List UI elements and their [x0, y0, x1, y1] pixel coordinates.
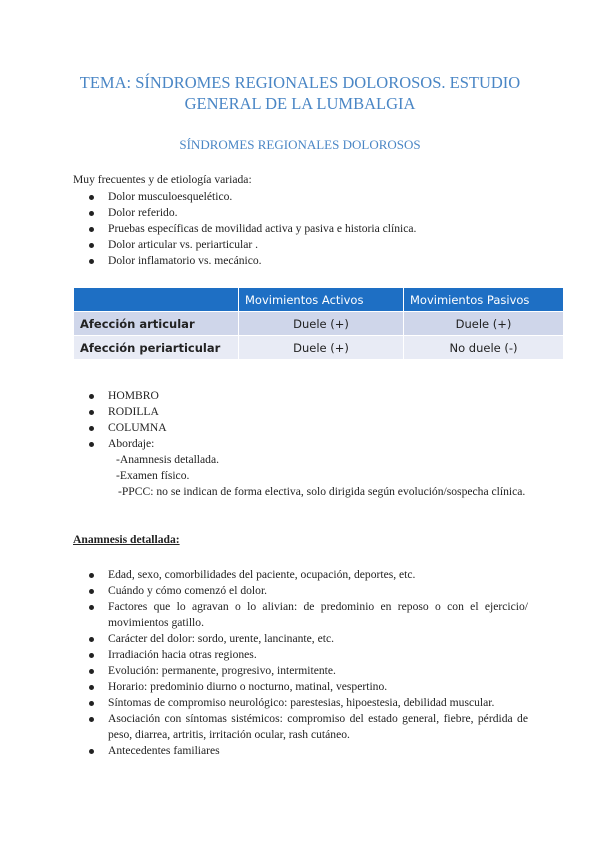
list-item: Antecedentes familiares	[73, 743, 528, 759]
list-item	[73, 436, 528, 500]
table-row	[74, 336, 564, 360]
list-item: HOMBRO	[73, 388, 528, 404]
table-header: Movimientos Pasivos	[404, 288, 564, 312]
list-item: Asociación con síntomas sistémicos: compromiso del estado general, fiebre, pérdida de peso, diarrea, artritis, irritación ocular, rash cutáneo.	[73, 711, 528, 743]
list-item: RODILLA	[73, 404, 528, 420]
list-item: Síntomas de compromiso neurológico: parestesias, hipoestesia, debilidad muscular.	[73, 695, 528, 711]
anamnesis-heading: Anamnesis detallada:	[73, 533, 180, 546]
table-cell: Duele (+)	[404, 312, 564, 336]
list-item: Carácter del dolor: sordo, urente, lancinante, etc.	[73, 631, 528, 647]
list-item: Dolor referido.	[73, 205, 528, 221]
list-item: Horario: predominio diurno o nocturno, matinal, vespertino.	[73, 679, 528, 695]
table-row	[74, 312, 564, 336]
list-item: Pruebas específicas de movilidad activa y pasiva e historia clínica.	[73, 221, 528, 237]
list-item: Edad, sexo, comorbilidades del paciente, ocupación, deportes, etc.	[73, 567, 528, 583]
abordaje-item: -PPCC: no se indican de forma electiva, solo dirigida según evolución/sospecha clínica.	[118, 485, 526, 498]
document-title: TEMA: SÍNDROMES REGIONALES DOLOROSOS. ESTUDIO GENERAL DE LA LUMBALGIA	[79, 73, 521, 113]
list-item: COLUMNA	[73, 420, 528, 436]
table-header: Movimientos Activos	[239, 288, 404, 312]
abordaje-label: Abordaje:	[108, 437, 155, 450]
list-item: Dolor inflamatorio vs. mecánico.	[73, 253, 528, 269]
table-cell: No duele (-)	[404, 336, 564, 360]
intro-list	[73, 189, 528, 269]
row-header: Afección periarticular	[74, 336, 239, 360]
list-item: Factores que lo agravan o lo alivian: de predominio en reposo o con el ejercicio/ movimientos gatillo.	[73, 599, 528, 631]
table-cell: Duele (+)	[239, 312, 404, 336]
list-item: Dolor musculoesquelético.	[73, 189, 528, 205]
abordaje-item: -Examen físico.	[116, 469, 190, 482]
list-item: Evolución: permanente, progresivo, intermitente.	[73, 663, 528, 679]
list-item: Cuándo y cómo comenzó el dolor.	[73, 583, 528, 599]
table-header	[74, 288, 239, 312]
anamnesis-list	[73, 567, 528, 759]
table-cell: Duele (+)	[239, 336, 404, 360]
section-subtitle: SÍNDROMES REGIONALES DOLOROSOS	[179, 137, 421, 152]
abordaje-item: -Anamnesis detallada.	[116, 453, 220, 466]
regions-list	[73, 388, 528, 500]
movement-table	[73, 287, 564, 360]
row-header: Afección articular	[74, 312, 239, 336]
list-item: Dolor articular vs. periarticular .	[73, 237, 528, 253]
intro-text: Muy frecuentes y de etiología variada:	[73, 173, 252, 186]
list-item: Irradiación hacia otras regiones.	[73, 647, 528, 663]
